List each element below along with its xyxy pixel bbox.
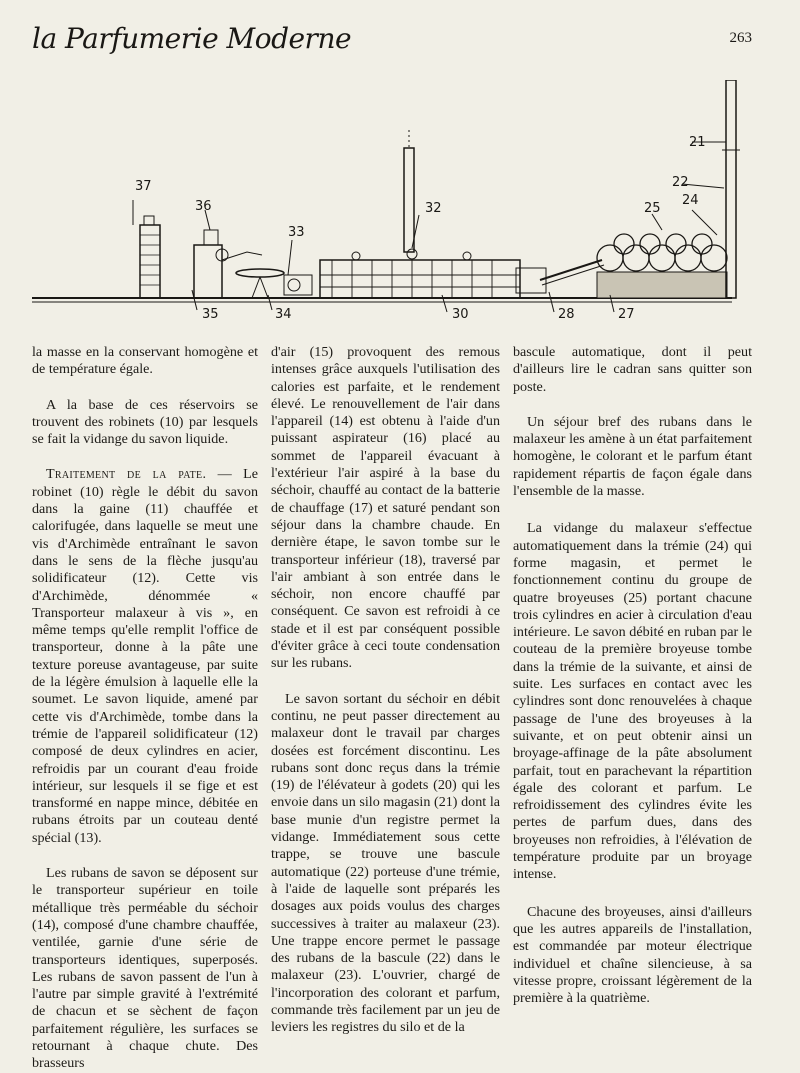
paragraph: Un séjour bref des rubans dans le malaxeur les amène à un état parfaitement homogène, le colorant et le parfum étant rapidement répartis de façon égale dans l'ensemble de la masse.: [513, 413, 752, 500]
paragraph: [32, 466, 258, 847]
figure-label-25: 25: [644, 201, 661, 216]
text-column-1: [32, 344, 258, 1073]
figure-label-27: 27: [618, 307, 635, 322]
figure-label-28: 28: [558, 307, 575, 322]
paragraph: bascule automatique, dont il peut d'ailleurs lire le cadran sans quitter son poste.: [513, 344, 752, 395]
paragraph: la masse en la conservant homogène et de température égale.: [32, 344, 258, 378]
figure-label-37: 37: [135, 179, 152, 194]
figure-label-24: 24: [682, 193, 699, 208]
paragraph: La vidange du malaxeur s'effectue automatiquement dans la trémie (24) qui forme magasin, et permet le fonctionnement continu du groupe de quatre broyeuses (25) portant chacune trois cylindres en acier à circulation d'eau intérieure. Le savon débité en ruban par le couteau de la première broyeuse tombe dans la trémie de la suivante, et ainsi de suite. Les surfaces en contact avec les cylindres sont donc renouvelées à chaque passage de l'une des broyeuses à la suivante, et on peut obtenir ainsi un broyage-affinage de la pâte absolument parfait, tout en parachevant la répartition égale des colorant et parfum. Le refroidissement des cylindres évite les pertes de parfum dues, dans des broyeuses non refroidies, à l'élévation de température produite par un broyage intense.: [513, 520, 752, 883]
figure-label-21: 21: [689, 135, 706, 150]
figure-label-22: 22: [672, 175, 689, 190]
section-heading: Traitement de la pate.: [46, 466, 207, 483]
text-column-2: [271, 344, 500, 1037]
paragraph: Le savon sortant du séchoir en débit continu, ne peut passer directement au malaxeur dont le travail par charges dosées est forcément discontinu. Les rubans sont donc reçus dans la trémie (19) de l'élévateur à godets (20) qui les envoie dans un silo magasin (21) dont la base munie d'un registre permet la vidange. Immédiatement sous cette trappe, se trouve une bascule automatique (22) porteuse d'une trémie, à l'aide de laquelle sont préparés les dosages aux poids voulus des charges successives à traiter au malaxeur (23). Une trappe encore permet le passage des rubans de la bascule (22) dans le malaxeur (23). L'ouvrier, chargé de l'incorporation des colorant et parfum, commande très facilement par un jeu de leviers les registres du silo et de la: [271, 690, 500, 1036]
paragraph: d'air (15) provoquent des remous intenses grâce auxquels l'utilisation des calories est parfaite, et le rendement élevé. Le renouvellement de l'air dans l'appareil (14) est obtenu à l'aide d'un puissant aspirateur (16) placé au sommet de l'appareil évacuant à l'extérieur l'air aspiré à la base du séchoir, chauffé au contact de la batterie de chauffage (17) et saturé pendant son séjour dans la chambre chaude. En dernière étape, le savon tombe sur le transporteur inférieur (18), traversé par l'air ambiant à son entrée dans le séchoir, non encore chauffé par conséquent. Ce savon est refroidi à ce stade et il est par conséquent possible d'éviter grâce à ceci toute condensation sur les rubans.: [271, 344, 500, 672]
figure-label-32: 32: [425, 201, 442, 216]
figure-label-36: 36: [195, 199, 212, 214]
figure-label-34: 34: [275, 307, 292, 322]
text-column-3: [513, 344, 752, 1007]
paragraph-body: — Le robinet (10) règle le débit du savon dans la gaine (11) chauffée et calorifugée, dans laquelle se meut une vis d'Archimède entraînant le savon dans le sens de la flèche jusqu'au solidificateur (12). Cette vis d'Archimède, dénommée « Transporteur malaxeur à vis », en même temps qu'elle remplit l'office de transporteur, donne à la pâte une texture poreuse avantageuse, par suite de la légère émulsion à laquelle elle la soumet. Le savon liquide, amené par cette vis d'Archimède, tombe dans la trémie de l'appareil solidificateur (12) composé de deux cylindres en acier, refroidis par un courant d'eau froide intérieur, sur lesquels il se fige et est transformé en nappe mince, débitée en rubans étroits par un couteau denté spécial (13).: [32, 466, 258, 846]
paragraph: Chacune des broyeuses, ainsi d'ailleurs que les autres appareils de l'installation, est commandée par moteur électrique individuel et chaîne silencieuse, à sa vitesse propre, croissant légèrement de la première à la quatrième.: [513, 903, 752, 1007]
journal-title: la Parfumerie Moderne: [32, 22, 352, 55]
paragraph: Les rubans de savon se déposent sur le transporteur supérieur en toile métallique très perméable du séchoir (14), composé d'une chambre chauffée, ventilée, garnie d'une série de transporteurs identiques, superposés. Les rubans de savon passent de l'un à l'autre par simple gravité à l'extrémité de chacun et se sèchent de façon parfaitement régulière, les surfaces se retournant à chaque chute. Des brasseurs: [32, 865, 258, 1072]
figure-label-33: 33: [288, 225, 305, 240]
paragraph: A la base de ces réservoirs se trouvent des robinets (10) par lesquels se fait la vidange du savon liquide.: [32, 396, 258, 448]
page-number: 263: [729, 30, 752, 46]
machine-diagram-svg: [32, 80, 752, 325]
machine-diagram: [32, 80, 752, 325]
figure-label-35: 35: [202, 307, 219, 322]
figure-label-30: 30: [452, 307, 469, 322]
